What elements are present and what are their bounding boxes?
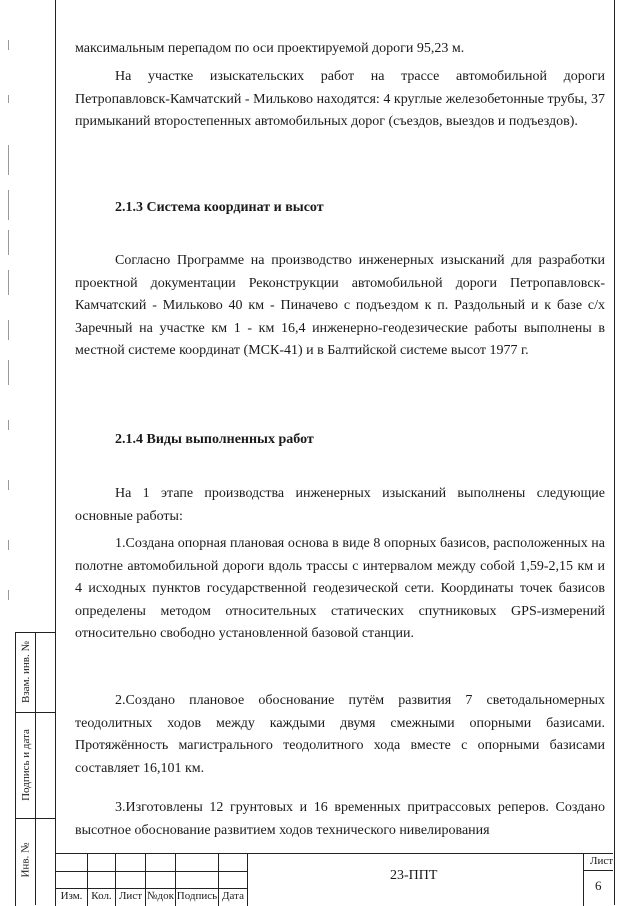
side-label-text: Инв. №: [19, 842, 32, 878]
title-block-col-label: Подпись: [176, 890, 218, 902]
paragraph-text: 2.Создано плановое обоснование путём развития 7 светодальномерных теодолитных ходов между каждыми двумя смежными опорными базисами. Протяжённость магистрального теодолитного хода вместе с опорными базисами составляет 16,101 км.: [75, 693, 605, 776]
paragraph-6: [75, 690, 605, 780]
scan-mark: [8, 40, 15, 50]
scan-mark: [8, 360, 15, 385]
scan-mark: [8, 270, 15, 295]
title-block-col-line: [583, 854, 584, 906]
title-block-col-label: Кол.: [91, 890, 112, 902]
sheet-label: Лист: [590, 855, 614, 867]
scan-mark: [8, 190, 15, 220]
paragraph-text: Согласно Программе на производство инженерных изысканий для разработки проектной документации Реконструкции автомобильной дороги Петропавловск-Камчатский - Мильково 40 км - Пиначево с подъездом к п. Раздольный и к базе с/х Заречный на участке км 1 - км 16,4 инженерно-геодезические работы выполнены в местной системе координат (МСК-41) и в Балтийской системе высот 1977 г.: [75, 253, 605, 358]
side-label-replacement-inventory: [16, 634, 35, 710]
title-block-col-label: Изм.: [60, 890, 83, 902]
paragraph-text: 3.Изготовлены 12 грунтовых и 16 временных притрассовых реперов. Создано высотное обоснование развитием ходов технического нивелирования: [75, 800, 605, 838]
paragraph-text: 1.Создана опорная плановая основа в виде 8 опорных базисов, расположенных на полотне автомобильной дороги вдоль трассы с интервалом между собой 1,59-2,15 км и 4 исходных пунктов государственной геодезической сети. Координаты точек базисов определены методом относительных статических спутниковых GPS-измерений относительно свободно установленной базовой станции.: [75, 536, 605, 641]
title-block-col-label: Дата: [222, 890, 244, 902]
paragraph-4: [75, 483, 605, 528]
paragraph-2: [75, 66, 605, 134]
side-stamp-divider: [15, 818, 55, 819]
side-stamp-divider: [15, 712, 55, 713]
section-heading-works: 2.1.4 Виды выполненных работ: [115, 432, 314, 447]
scan-mark: [8, 420, 15, 430]
scan-mark: [8, 540, 15, 550]
title-block: [55, 853, 613, 906]
document-code: 23-ППТ: [390, 868, 438, 883]
scan-margin-marks: [6, 0, 16, 620]
side-label-text: Взам. инв. №: [19, 641, 32, 703]
side-label-inventory-number: [16, 820, 35, 900]
side-label-text: Подпись и дата: [19, 729, 32, 801]
paragraph-5: [75, 533, 605, 646]
section-heading-coordinates: 2.1.3 Система координат и высот: [115, 200, 324, 215]
sheet-number: 6: [595, 878, 602, 893]
paragraph-3: [75, 250, 605, 363]
scan-mark: [8, 145, 15, 175]
paragraph-text: На участке изыскательских работ на трассе автомобильной дороги Петропавловск-Камчатский - Мильково находятся: 4 круглые железобетонные трубы, 37 примыканий второстепенных автомобильных дорог (съездов, выездов и подъездов).: [75, 69, 605, 129]
side-stamp-column-line: [35, 632, 36, 905]
scan-mark: [8, 230, 15, 255]
title-block-col-label: Лист: [118, 890, 143, 902]
title-block-col-line: [247, 854, 248, 906]
scan-mark: [8, 480, 15, 490]
scan-mark: [8, 95, 15, 103]
side-label-signature-date: [16, 714, 35, 816]
sheet-box-divider: [583, 870, 613, 871]
paragraph-1: [75, 38, 605, 61]
scan-mark: [8, 590, 15, 600]
title-block-col-label: №док: [147, 890, 174, 902]
paragraph-7: [75, 797, 605, 842]
paragraph-text: На 1 этапе производства инженерных изысканий выполнены следующие основные работы:: [75, 486, 605, 524]
scan-mark: [8, 320, 15, 340]
paragraph-text: максимальным перепадом по оси проектируемой дороги 95,23 м.: [75, 41, 465, 56]
